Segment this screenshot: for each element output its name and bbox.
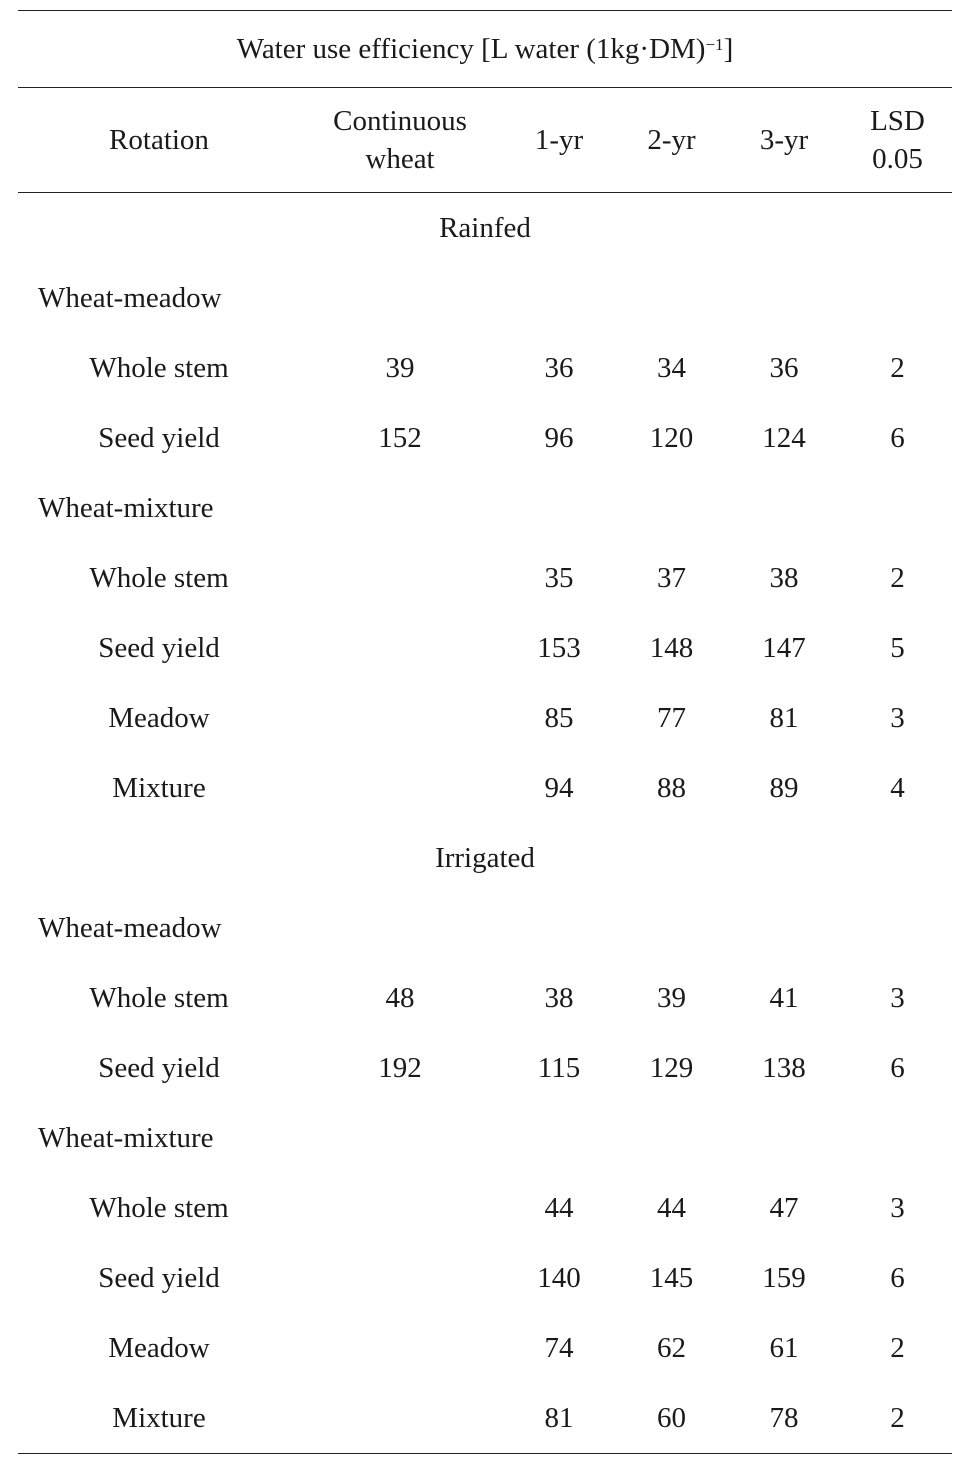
row-label: Whole stem	[89, 1192, 229, 1224]
cell-1yr: 36	[544, 352, 574, 384]
section-heading-row	[18, 193, 952, 263]
group-heading: Wheat-mixture	[38, 1122, 214, 1154]
cell-continuous-wheat: 152	[378, 422, 422, 454]
cell-1yr: 96	[544, 422, 574, 454]
table-row	[18, 543, 952, 613]
header-rotation-label: Rotation	[109, 124, 209, 156]
table-row	[18, 403, 952, 473]
cell-3yr: 89	[769, 772, 799, 804]
cell-1yr: 153	[537, 632, 581, 664]
table-row	[18, 1383, 952, 1453]
row-label: Whole stem	[89, 352, 229, 384]
header-3yr-label: 3-yr	[759, 124, 809, 156]
cell-continuous-wheat: 192	[378, 1052, 422, 1084]
cell-1yr: 38	[544, 982, 574, 1014]
table-row	[18, 613, 952, 683]
cell-continuous-wheat: 48	[385, 982, 415, 1014]
table-title-end: ]	[723, 32, 734, 65]
cell-lsd: 2	[890, 562, 905, 594]
group-heading-row	[18, 893, 952, 963]
cell-3yr: 78	[769, 1402, 799, 1434]
cell-1yr: 81	[544, 1402, 574, 1434]
header-2yr	[618, 121, 725, 159]
data-table	[18, 10, 952, 1454]
row-label: Mixture	[112, 772, 206, 804]
table-row	[18, 1243, 952, 1313]
cell-2yr: 88	[657, 772, 686, 804]
table-row	[18, 333, 952, 403]
cell-3yr: 124	[762, 422, 806, 454]
header-lsd-line1: LSD	[870, 105, 925, 137]
cell-2yr: 39	[657, 982, 686, 1014]
cell-3yr: 36	[769, 352, 799, 384]
row-label: Seed yield	[98, 1052, 220, 1084]
cell-3yr: 47	[769, 1192, 799, 1224]
cell-3yr: 38	[769, 562, 799, 594]
cell-3yr: 41	[769, 982, 799, 1014]
cell-lsd: 2	[890, 352, 905, 384]
table-title-text: Water use efficiency [L water (1kg·DM)	[236, 32, 706, 65]
table-title-superscript: −1	[705, 35, 724, 54]
group-heading: Wheat-mixture	[38, 492, 214, 524]
cell-lsd: 4	[890, 772, 905, 804]
cell-2yr: 60	[657, 1402, 686, 1434]
table-row	[18, 753, 952, 823]
table-row	[18, 1033, 952, 1103]
table-body	[18, 193, 952, 1453]
group-heading: Wheat-meadow	[38, 912, 222, 944]
cell-lsd: 2	[890, 1402, 905, 1434]
cell-1yr: 94	[544, 772, 574, 804]
row-label: Whole stem	[89, 982, 229, 1014]
cell-lsd: 5	[890, 632, 905, 664]
group-heading-row	[18, 473, 952, 543]
cell-1yr: 85	[544, 702, 574, 734]
header-1yr	[500, 121, 618, 159]
group-heading: Wheat-meadow	[38, 282, 222, 314]
cell-1yr: 115	[537, 1052, 581, 1084]
cell-2yr: 148	[649, 632, 694, 664]
cell-1yr: 44	[544, 1192, 574, 1224]
row-label: Seed yield	[98, 632, 220, 664]
cell-continuous-wheat: 39	[385, 352, 415, 384]
row-label: Seed yield	[98, 1262, 220, 1294]
row-label: Mixture	[112, 1402, 206, 1434]
table-row	[18, 683, 952, 753]
table-row	[18, 963, 952, 1033]
header-2yr-label: 2-yr	[647, 124, 696, 156]
group-heading-row	[18, 263, 952, 333]
header-continuous-line1: Continuous	[333, 105, 467, 137]
header-lsd-line2: 0.05	[872, 143, 923, 175]
cell-lsd: 2	[890, 1332, 905, 1364]
cell-lsd: 6	[890, 1052, 905, 1084]
section-heading: Rainfed	[439, 211, 531, 244]
header-continuous-line2: wheat	[365, 143, 435, 175]
cell-3yr: 159	[762, 1262, 806, 1294]
cell-2yr: 145	[649, 1262, 694, 1294]
cell-2yr: 34	[657, 352, 686, 384]
cell-3yr: 81	[769, 702, 799, 734]
cell-1yr: 35	[544, 562, 574, 594]
section-heading: Irrigated	[435, 841, 535, 874]
row-label: Whole stem	[89, 562, 229, 594]
group-heading-row	[18, 1103, 952, 1173]
bottom-rule	[18, 1453, 952, 1454]
cell-1yr: 140	[537, 1262, 581, 1294]
header-1yr-label: 1-yr	[534, 124, 584, 156]
cell-lsd: 6	[890, 422, 905, 454]
cell-3yr: 61	[769, 1332, 799, 1364]
header-3yr	[725, 121, 843, 159]
header-continuous-wheat	[300, 102, 500, 178]
cell-lsd: 3	[890, 702, 905, 734]
cell-1yr: 74	[544, 1332, 574, 1364]
header-rotation	[18, 121, 300, 159]
header-row	[18, 88, 952, 192]
row-label: Meadow	[108, 702, 210, 734]
row-label: Meadow	[108, 1332, 210, 1364]
cell-2yr: 44	[657, 1192, 686, 1224]
table-row	[18, 1313, 952, 1383]
cell-2yr: 62	[657, 1332, 686, 1364]
section-heading-row	[18, 823, 952, 893]
cell-2yr: 129	[649, 1052, 694, 1084]
cell-2yr: 77	[657, 702, 686, 734]
cell-3yr: 138	[762, 1052, 806, 1084]
header-lsd	[843, 102, 952, 178]
cell-lsd: 6	[890, 1262, 905, 1294]
cell-lsd: 3	[890, 982, 905, 1014]
cell-2yr: 120	[649, 422, 694, 454]
table-row	[18, 1173, 952, 1243]
table-title	[18, 11, 952, 87]
cell-lsd: 3	[890, 1192, 905, 1224]
cell-2yr: 37	[657, 562, 686, 594]
row-label: Seed yield	[98, 422, 220, 454]
cell-3yr: 147	[762, 632, 806, 664]
